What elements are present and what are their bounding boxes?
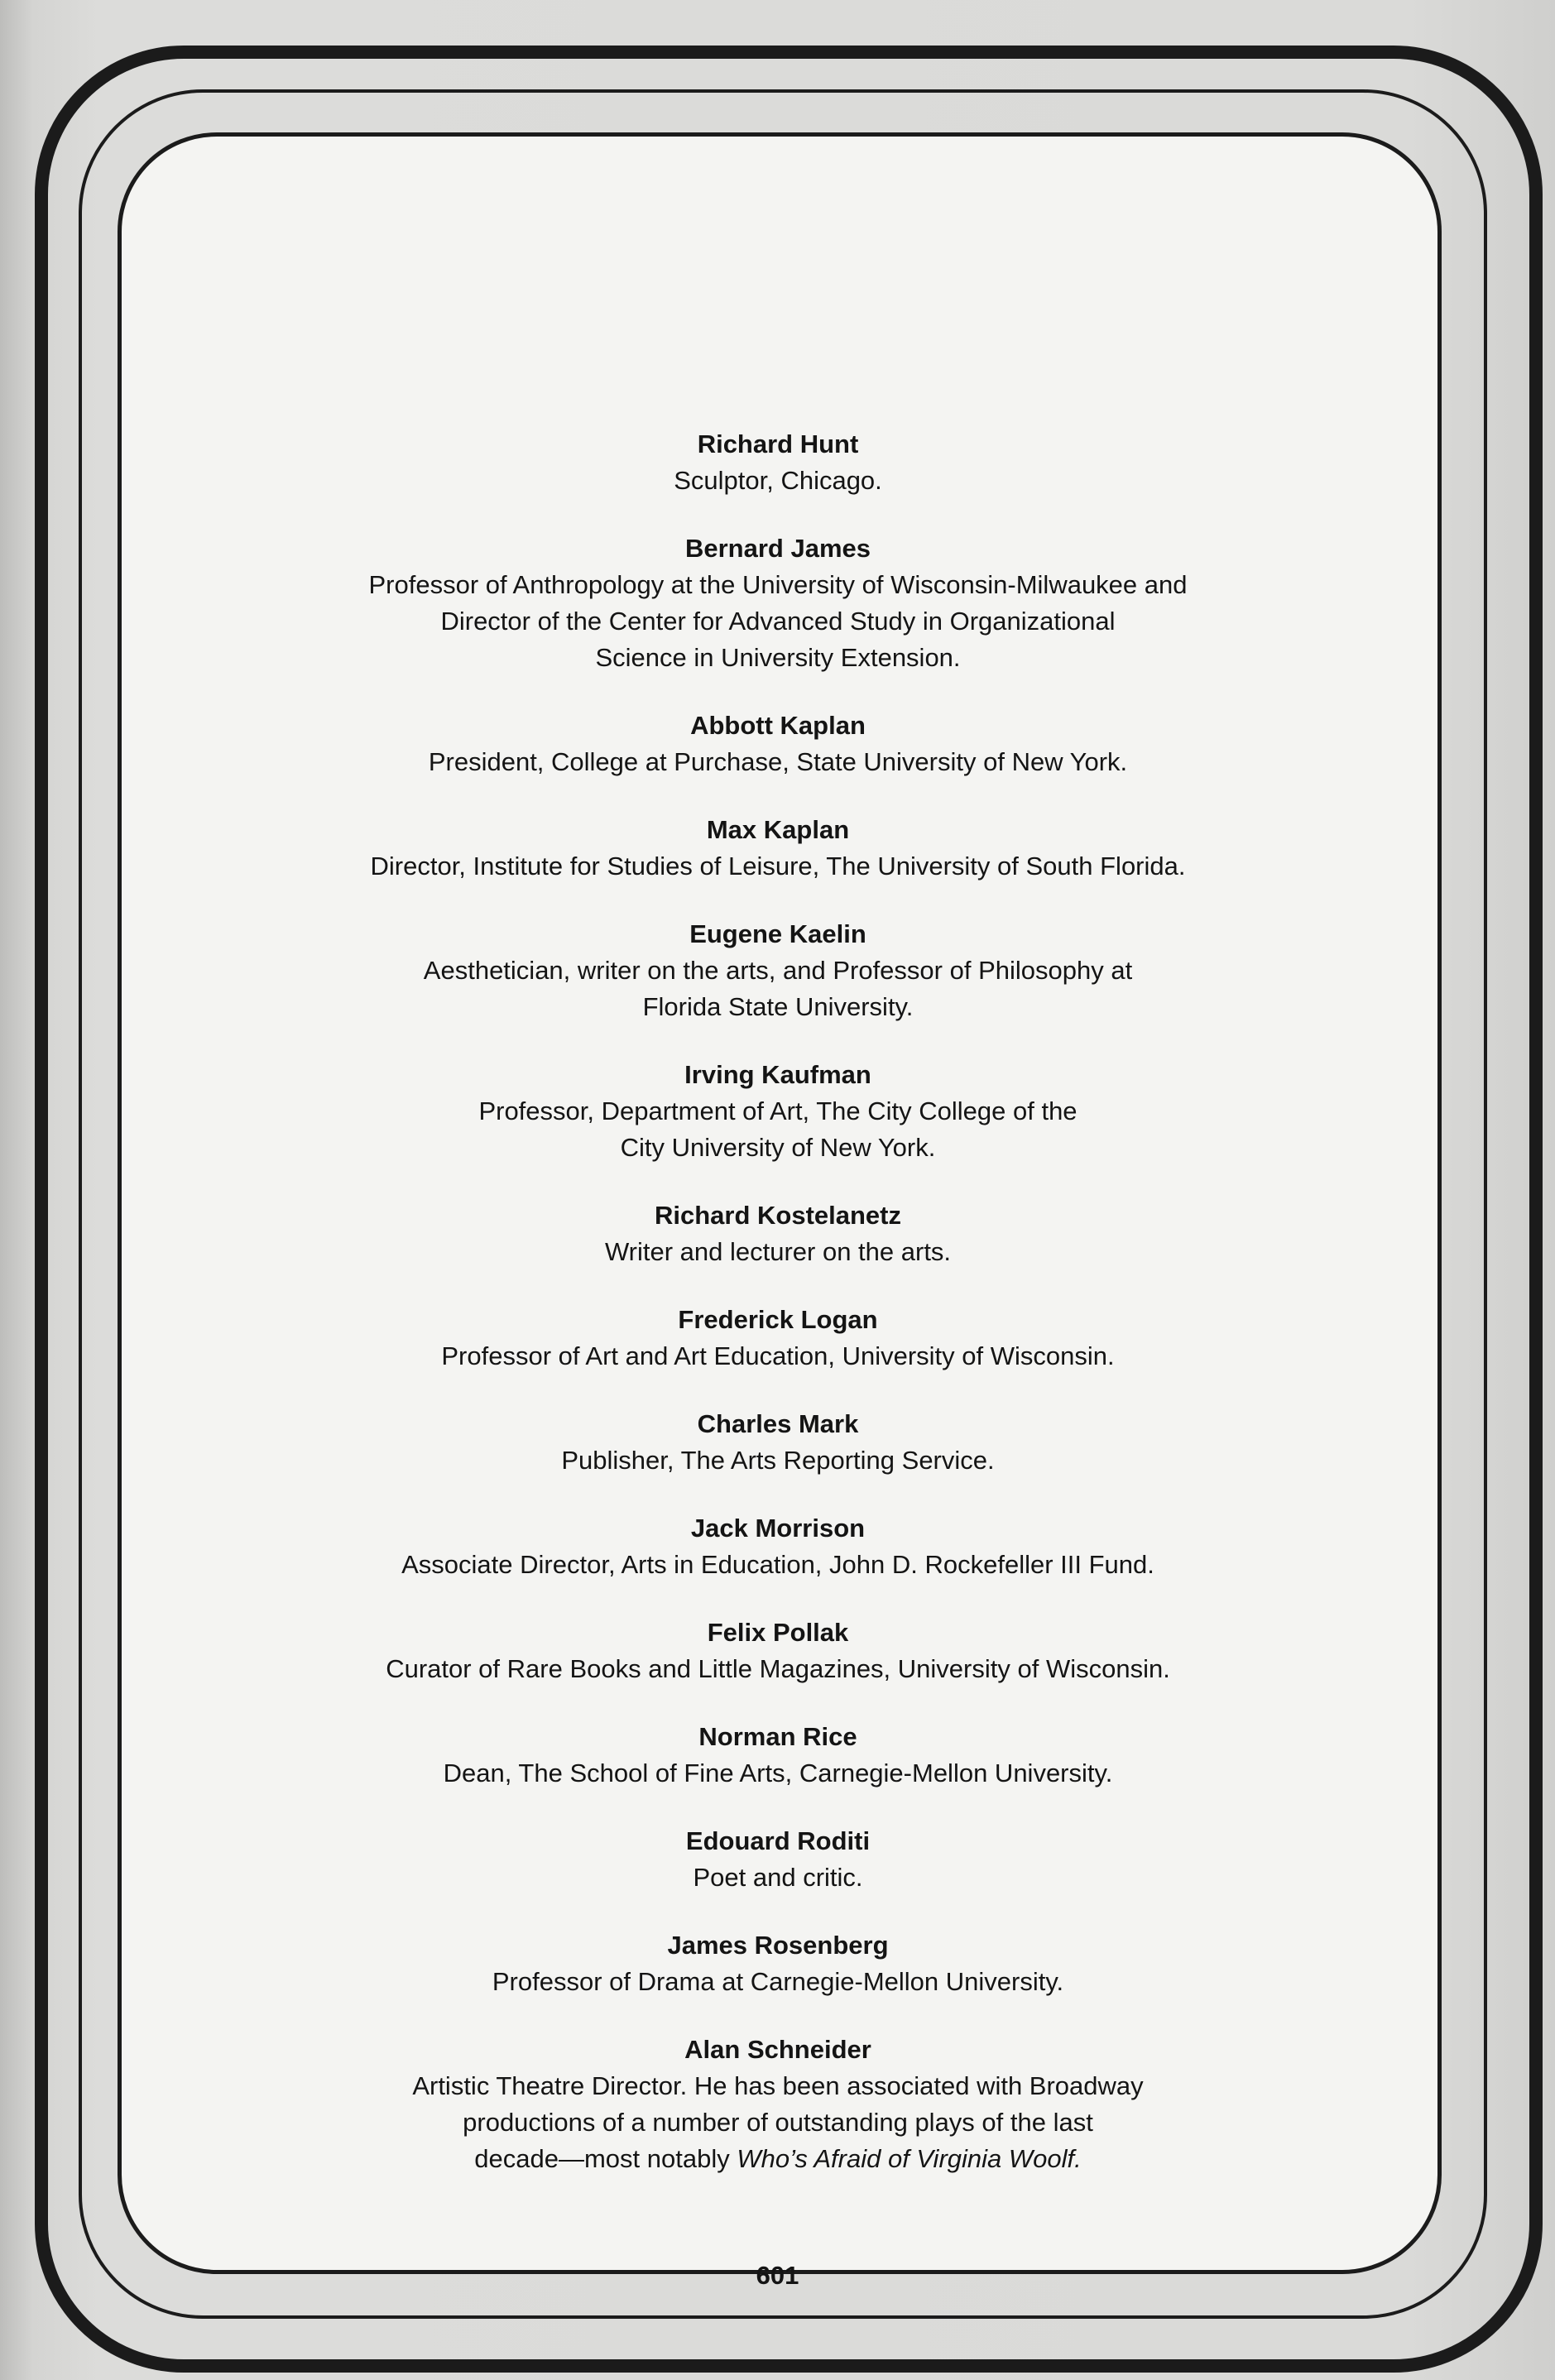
contributor-name: Alan Schneider [684,2035,871,2064]
contributor-description-line: Professor of Art and Art Education, University of Wisconsin. [441,1341,1115,1370]
contributor-description-line: Artistic Theatre Director. He has been associated with Broadway [412,2071,1144,2100]
page-number: 601 [756,2261,799,2290]
contributor-description-line: Publisher, The Arts Reporting Service. [561,1446,995,1475]
contributor-description-line: City University of New York. [620,1133,936,1162]
description-text: decade—most notably [474,2144,737,2173]
contributor-entry [207,1719,1349,1792]
contributor-entry [207,1615,1349,1687]
contributor-entry [207,2032,1349,2177]
contributor-description-line: productions of a number of outstanding plays of the last [463,2108,1093,2137]
contributor-name: Abbott Kaplan [690,711,866,740]
contributor-description-line: Science in University Extension. [595,643,961,672]
contributor-name: James Rosenberg [667,1931,889,1960]
contributor-name: Norman Rice [698,1722,857,1751]
contributor-description-line: Dean, The School of Fine Arts, Carnegie-Mellon University. [443,1759,1113,1787]
contributor-name: Charles Mark [697,1409,859,1438]
contributor-name: Bernard James [684,534,871,563]
contributor-entry [207,1302,1349,1375]
contributor-name: Max Kaplan [706,815,850,844]
contributor-name: Felix Pollak [707,1618,849,1647]
contributor-entry [207,916,1349,1025]
contributor-description-line: Professor, Department of Art, The City College of the [478,1096,1077,1125]
contributor-name: Edouard Roditi [685,1826,871,1855]
contributor-description-line: Professor of Anthropology at the University of Wisconsin-Milwaukee and [368,570,1188,599]
contributor-entry [207,1406,1349,1479]
contributor-entry [207,812,1349,885]
contributor-description-line: Poet and critic. [693,1863,863,1892]
contributor-entry [207,1823,1349,1896]
contributor-description-line: Curator of Rare Books and Little Magazines, University of Wisconsin. [386,1654,1170,1683]
contributor-name: Irving Kaufman [684,1060,871,1089]
contributor-name: Richard Kostelanetz [654,1201,901,1230]
contributor-description-line: President, College at Purchase, State University of New York. [428,747,1128,776]
contributor-entry [207,426,1349,499]
contributor-description-line: Sculptor, Chicago. [674,466,882,495]
contributor-name: Richard Hunt [697,429,859,458]
contributor-description-line: Florida State University. [642,992,914,1021]
play-title: Who’s Afraid of Virginia Woolf. [737,2144,1082,2173]
contributor-description-line: Associate Director, Arts in Education, John D. Rockefeller III Fund. [401,1550,1154,1579]
contributor-description-line: Director of the Center for Advanced Study in Organizational [440,607,1116,636]
contributor-description-line [207,2141,1349,2177]
contributor-entry [207,1197,1349,1270]
contributor-description-line: Director, Institute for Studies of Leisure, The University of South Florida. [370,852,1186,881]
contributor-description-line: Aesthetician, writer on the arts, and Professor of Philosophy at [423,956,1133,985]
contributors-list [207,426,1349,2209]
contributor-description-line: Writer and lecturer on the arts. [604,1237,952,1266]
contributor-name: Jack Morrison [690,1514,866,1543]
contributor-entry [207,1057,1349,1166]
contributor-name: Eugene Kaelin [689,919,866,948]
contributor-description-line: Professor of Drama at Carnegie-Mellon University. [492,1967,1064,1996]
contributor-entry [207,708,1349,780]
contributor-entry [207,1510,1349,1583]
contributor-entry [207,1927,1349,2000]
contributor-entry [207,530,1349,676]
contributor-name: Frederick Logan [678,1305,878,1334]
